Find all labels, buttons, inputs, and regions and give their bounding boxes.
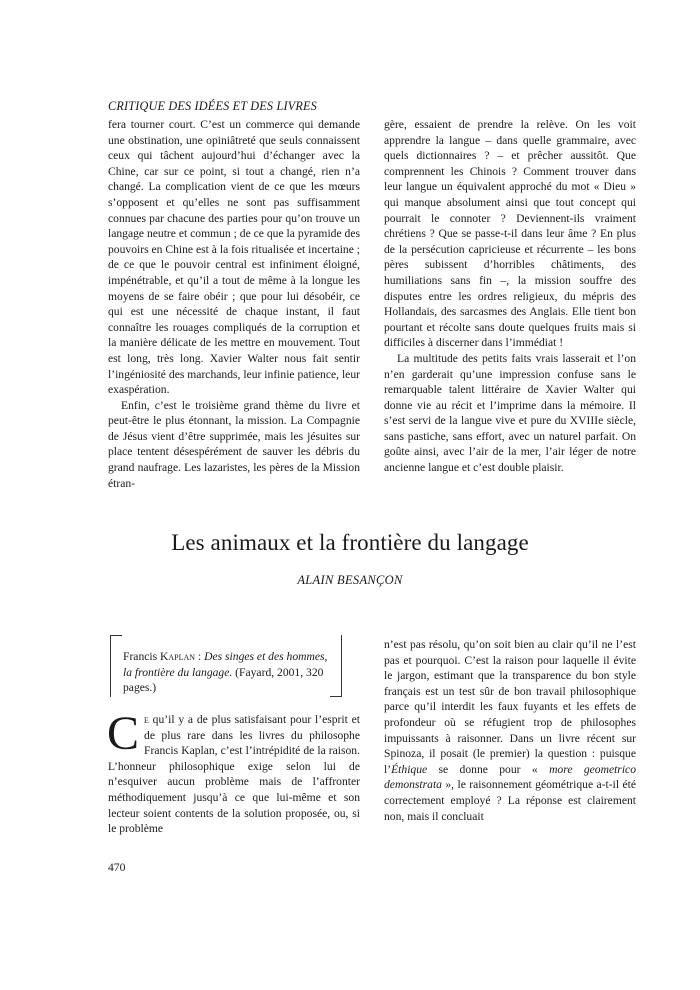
paragraph: fera tourner court. C’est un commerce qui demande une obstination, une opiniâtreté que seuls connaissent ceux qui tâchent aujourd’hui d’échanger avec la Chine, car sur ce point, si tout a changé, rien n’a changé. La complication vient de ce que les mœurs s’opposent et qu’elles ne sont pas suffisamment connues par chacune des parties pour qu’on trouve un langage neutre et commun ; de ce que la pyramide des pouvoirs en Chine est à la fois ritualisée et incertaine ; de ce que le pouvoir central est infiniment éloigné, impénétrable, et qu’il a tout de même à la longue les moyens de se faire obéir ; que pour lui désobéir, ce qui est une nécessité de chaque instant, il faut connaître les rouages compliqués de la corruption et la manière délicate de les mettre en mouvement. Tout est long, très long. Xavier Walter nous fait sentir l’ingéniosité des marchands, leur infinie patience, leur exaspération. [108,118,360,397]
first-word-rest: e [144,713,149,726]
book-reference-box [110,635,342,697]
column-bottom-left [107,707,360,837]
reference-author-last: Kaplan [160,650,196,663]
paragraph [384,637,636,824]
paragraph-text: se donne pour « [427,762,550,776]
article-author: ALAIN BESANÇON [297,573,403,587]
paragraph-text: n’est pas résolu, qu’on soit bien au clair qu’il ne l’est pas et pourquoi. C’est la raison pour laquelle il évite le jargon, estimant que la transparence du bon style français est un test sûr de bon travail philosophique parce qu’il interdit les faux fuyants et les effets de profondeur où se réfugient trop de philosophes impuissants à raisonner. Dans un livre récent sur Spinoza, il posait (le premier) la question : puisque l’ [384,638,636,776]
book-reference [123,649,333,696]
paragraph: gère, essaient de prendre la relève. On les voit apprendre la langue – dans quelle grammaire, avec quels dictionnaires ? – et prêcher aussitôt. Que comprennent les Chinois ? Comment trouver dans leur langue un équivalent approché du mot « Dieu » qui manque absolument ainsi que tout concept qui pourrait le connoter ? Deviennent-ils vraiment chrétiens ? Que se passe-t-il dans leur âme ? En plus de la persécution capricieuse et récurrente – les bons pères subissent d’horribles châtiments, des humiliations sans fin –, la mission souffre des disputes entre les ordres religieux, du mépris des Hollandais, des sarcasmes des Anglais. Elle tient bon pourtant et récolte sans doute quelques fruits mais si difficiles à discerner dans l’immédiat ! [384,118,636,350]
article-title: Les animaux et la frontière du langage [171,530,529,555]
page-number: 470 [108,861,126,874]
column-top-left [108,117,360,491]
reference-publisher: (Fayard, 2001, 320 pages.) [123,665,324,695]
latin-phrase: more geometrico demonstrata [384,762,636,792]
running-head: CRITIQUE DES IDÉES ET DES LIVRES [108,99,317,113]
paragraph: La multitude des petits faits vrais lasserait et l’on n’en garderait qu’une impression confuse sans le remarquable talent littéraire de Xavier Walter qui donne vie au récit et l’imprime dans la mémoire. Il s’est servi de la langue vive et pure du XVIIIe siècle, sans pastiche, sans effort, avec un naturel parfait. On goûte ainsi, avec l’air de la mer, l’air léger de notre ancienne langue et c’est double plaisir. [384,351,636,475]
reference-book-title: Des singes et des hommes, la frontière du langage. [123,650,328,679]
column-bottom-right [384,637,636,824]
column-top-right [384,117,636,476]
drop-cap: C [107,707,140,760]
reference-separator: : [195,650,205,663]
paragraph: Enfin, c’est le troisième grand thème du livre et peut-être le plus étonnant, la mission. La Compagnie de Jésus vient d’être supprimée, mais les jésuites sur place tentent désespérément de sauver les débris du grand naufrage. Les lazaristes, les pères de la Mission étran- [108,398,360,490]
paragraph-text: qu’il y a de plus satisfaisant pour l’esprit et de plus rare dans les livres du philosophe Francis Kaplan, c’est l’intrépidité de la raison. L’honneur philosophique exige selon lui de n’esquiver aucun problème mais de l’affronter méthodiquement jusqu’à ce que lui-même et son lecteur soient contents de la solution proposée, ou, si le problème [108,713,360,836]
reference-author-first: Francis [123,650,161,663]
ethique-title: Éthique [391,762,428,776]
paragraph-text: », le raisonnement géométrique a-t-il été correctement employé ? La réponse est clairement non, mais il concluait [384,778,636,823]
paragraph [107,707,360,837]
